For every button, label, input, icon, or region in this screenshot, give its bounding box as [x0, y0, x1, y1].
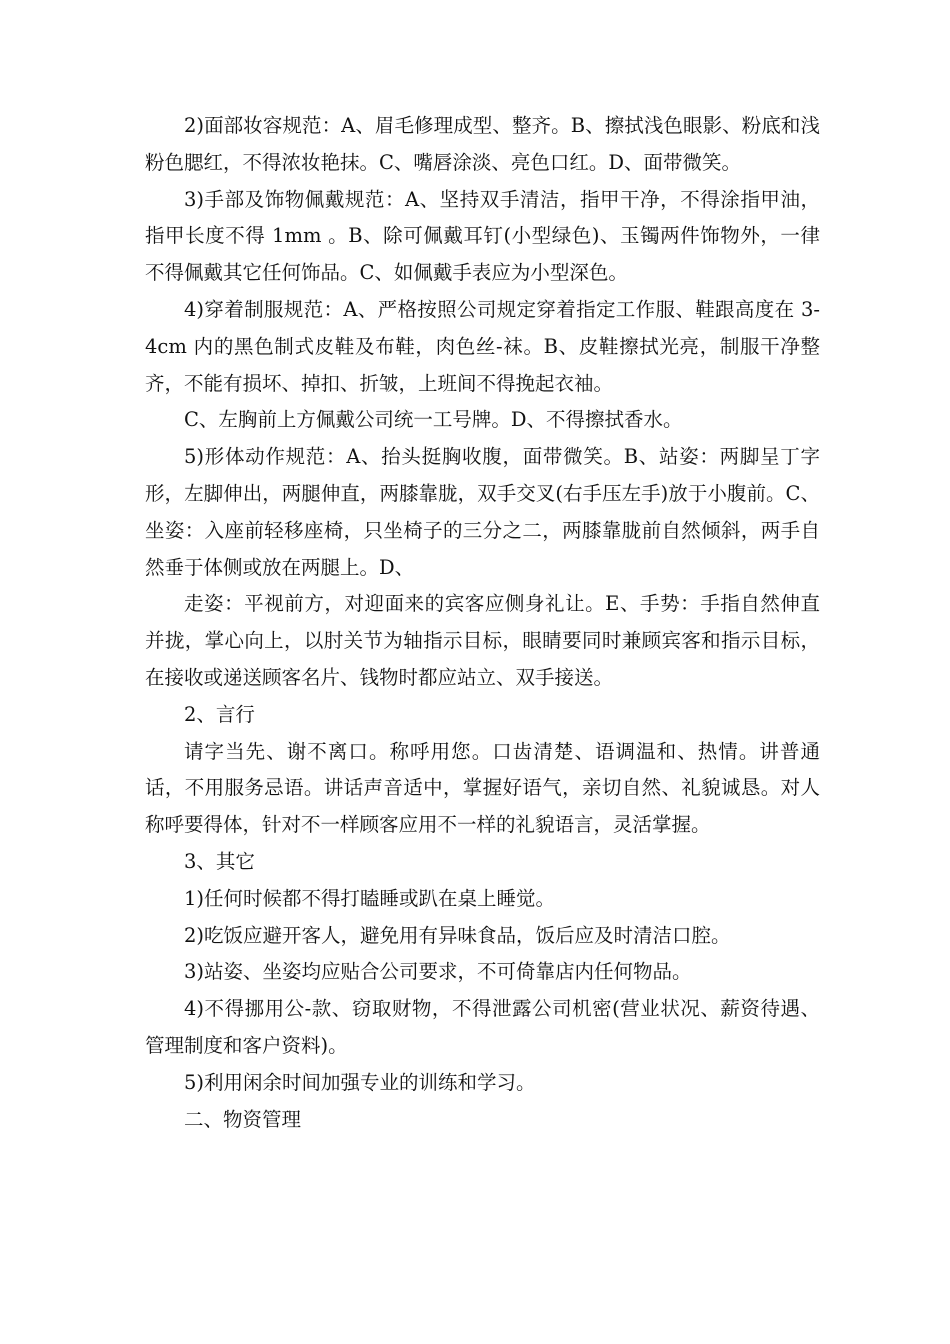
section-heading-other: 3、其它 — [184, 849, 255, 873]
document-body — [145, 108, 820, 1138]
paragraph-hands-accessories-standard: 3)手部及饰物佩戴规范：A、坚持双手清洁，指甲干净，不得涂指甲油，指甲长度不得 1mm 。B、除可佩戴耳钉(小型绿色)、玉镯两件饰物外，一律不得佩戴其它任何饰品。C、如佩戴手表应为小型深色。 — [145, 187, 820, 285]
list-item-meals: 2)吃饭应避开客人，避免用有异味食品，饭后应及时清洁口腔。 — [184, 923, 731, 947]
paragraph-posture-standard: 5)形体动作规范：A、抬头挺胸收腹，面带微笑。B、站姿：两脚呈丁字形，左脚伸出，两腿伸直，两膝靠胧，双手交叉(右手压左手)放于小腹前。C、坐姿：入座前轻移座椅，只坐椅子的三分之二，两膝靠胧前自然倾斜，两手自然垂于体侧或放在两腿上。D、 — [145, 445, 820, 579]
section-heading-materials-management: 二、物资管理 — [184, 1107, 302, 1131]
list-item-no-sleeping: 1)任何时候都不得打瞌睡或趴在桌上睡觉。 — [184, 886, 556, 910]
paragraph-uniform-standard: 4)穿着制服规范：A、严格按照公司规定穿着指定工作服、鞋跟高度在 3-4cm 内的黑色制式皮鞋及布鞋，肉色丝-袜。B、皮鞋擦拭光亮，制服干净整齐，不能有损坏、掉扣、折皱，上班间不得挽起衣袖。 — [145, 297, 820, 395]
list-item-training: 5)利用闲余时间加强专业的训练和学习。 — [184, 1070, 536, 1094]
paragraph-makeup-standard: 2)面部妆容规范：A、眉毛修理成型、整齐。B、擦拭浅色眼影、粉底和浅粉色腮红，不得浓妆艳抹。C、嘴唇涂淡、亮色口红。D、面带微笑。 — [145, 114, 820, 174]
list-item-confidentiality: 4)不得挪用公-款、窃取财物，不得泄露公司机密(营业状况、薪资待遇、管理制度和客户资料)。 — [145, 997, 820, 1057]
paragraph-badge-perfume: C、左胸前上方佩戴公司统一工号牌。D、不得擦拭香水。 — [184, 408, 683, 432]
paragraph-speech-conduct: 请字当先、谢不离口。称呼用您。口齿清楚、语调温和、热情。讲普通话，不用服务忌语。讲话声音适中，掌握好语气，亲切自然、礼貌诚恳。对人称呼要得体，针对不一样顾客应用不一样的礼貌语言，灵活掌握。 — [145, 739, 820, 837]
section-heading-speech-conduct: 2、言行 — [184, 702, 255, 726]
list-item-posture-requirements: 3)站姿、坐姿均应贴合公司要求，不可倚靠店内任何物品。 — [184, 960, 692, 984]
paragraph-walking-gestures: 走姿：平视前方，对迎面来的宾客应侧身礼让。E、手势：手指自然伸直并拢，掌心向上，以肘关节为轴指示目标，眼睛要同时兼顾宾客和指示目标，在接收或递送顾客名片、钱物时都应站立、双手接送。 — [145, 592, 820, 689]
